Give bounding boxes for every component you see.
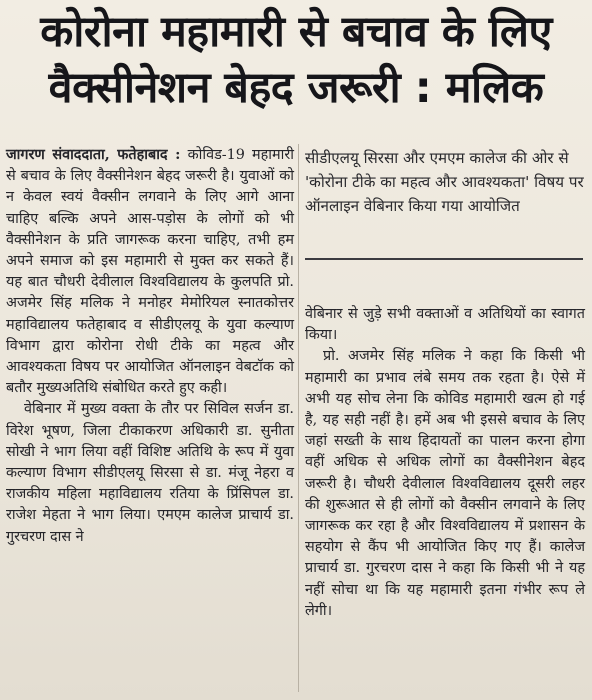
summary-box <box>305 146 585 218</box>
headline-line-1: कोरोना महामारी से बचाव के लिए <box>40 7 552 57</box>
summary-rule <box>305 258 583 260</box>
column-divider <box>298 144 299 692</box>
right-column <box>305 304 585 622</box>
left-column <box>6 144 294 548</box>
left-paragraph-1 <box>6 144 294 399</box>
right-paragraph-2: प्रो. अजमेर सिंह मलिक ने कहा कि किसी भी महामारी का प्रभाव लंबे समय तक रहता है। ऐसे में अभी यह सोच लेना कि कोविड महामारी खत्म हो गई है, यह सही नहीं है। हमें अब भी इससे बचाव के लिए जहां सख्ती के साथ हिदायतों का पालन करना होगा वहीं अधिक से अधिक लोगों का वैक्सीनेशन बेहद जरूरी है। चौधरी देवीलाल विश्वविद्यालय दूसरी लहर की शुरूआत से ही लोगों को वैक्सीन लगवाने के लिए जागरूक कर रहा है और विश्वविद्यालय में प्रशासन के सहयोग से कैंप भी आयोजित किए गए हैं। कालेज प्राचार्य डा. गुरचरण दास ने कहा कि किसी भी ने यह नहीं सोचा था कि यह महामारी इतना गंभीर रूप ले लेगी। <box>305 348 585 619</box>
left-paragraph-1-text: कोविड-19 महामारी से बचाव के लिए वैक्सीनेशन बेहद जरूरी है। युवाओं को न केवल स्वयं वैक्सीन लगवाने के लिए आगे आना चाहिए बल्कि अपने आस-पड़ोस के लोगों को भी वैक्सीनेशन के प्रति जागरूक करना चाहिए, तभी हम अपने समाज को इस महामारी से मुक्त कर सकते हैं। यह बात चौधरी देवीलाल विश्वविद्यालय के कुलपति प्रो. अजमेर सिंह मलिक ने मनोहर मेमोरियल स्नातकोत्तर महाविद्यालय फतेहाबाद व सीडीएलयू के युवा कल्याण विभाग द्वारा कोरोना रोधी टीके का महत्व और आवश्यकता विषय पर आयोजित ऑनलाइन वेबटॉक को बतौर मुख्यअतिथि संबोधित करते हुए कही। <box>6 147 294 397</box>
byline: जागरण संवाददाता, फतेहाबाद : <box>6 146 181 163</box>
right-paragraph-1: वेबिनार से जुड़े सभी वक्ताओं व अतिथियों का स्वागत किया। <box>305 306 585 344</box>
article-headline <box>4 4 588 116</box>
summary-text: सीडीएलयू सिरसा और एमएम कालेज की ओर से 'कोरोना टीके का महत्व और आवश्यकता' विषय पर ऑनलाइन वेबिनार किया गया आयोजित <box>305 149 584 215</box>
left-paragraph-2: वेबिनार में मुख्य वक्ता के तौर पर सिविल सर्जन डा. विरेश भूषण, जिला टीकाकरण अधिकारी डा. सुनीता सोखी ने भाग लिया वहीं विशिष्ट अतिथि के रूप में युवा कल्याण विभाग सीडीएलयू सिरसा से डा. मंजू नेहरा व राजकीय महिला महाविद्यालय रतिया के प्रिंसिपल डा. राजेश मेहता ने भाग लिया। एमएम कालेज प्राचार्य डा. गुरचरण दास ने <box>6 401 294 545</box>
headline-line-2: वैक्सीनेशन बेहद जरूरी : मलिक <box>48 63 544 113</box>
